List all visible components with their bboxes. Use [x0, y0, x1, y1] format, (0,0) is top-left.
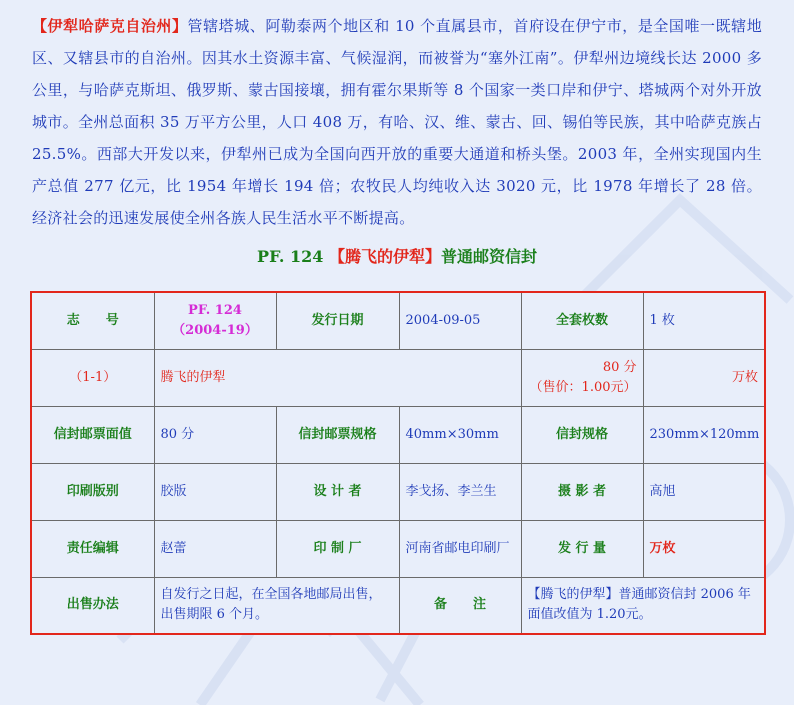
value-note: 【腾飞的伊犁】普通邮资信封 2006 年面值改值为 1.20元。 [521, 577, 765, 634]
value-date: 2004-09-05 [399, 292, 521, 349]
value-env-size: 230mm×120mm [643, 406, 765, 463]
label-designer: 设 计 者 [276, 463, 399, 520]
label-env-size: 信封规格 [521, 406, 643, 463]
intro-paragraph [32, 10, 762, 234]
value-print: 胶版 [154, 463, 276, 520]
label-print: 印刷版别 [31, 463, 154, 520]
value-photo: 高旭 [643, 463, 765, 520]
title-code: PF. 124 [257, 247, 324, 266]
label-stamp-size: 信封邮票规格 [276, 406, 399, 463]
label-photo: 摄 影 者 [521, 463, 643, 520]
price-value: （售价：1.00元） [529, 379, 637, 395]
label-date: 发行日期 [276, 292, 399, 349]
label-factory: 印 制 厂 [276, 520, 399, 577]
value-editor: 赵蕾 [154, 520, 276, 577]
value-designer: 李戈扬、李兰生 [399, 463, 521, 520]
table-row [31, 520, 765, 577]
label-editor: 责任编辑 [31, 520, 154, 577]
value-stamp-size: 40mm×30mm [399, 406, 521, 463]
code-line1: PF. 124 [188, 302, 242, 318]
label-volume: 发 行 量 [521, 520, 643, 577]
value-factory: 河南省邮电印刷厂 [399, 520, 521, 577]
label-sale: 出售办法 [31, 577, 154, 634]
value-sale: 自发行之日起，在全国各地邮局出售，出售期限 6 个月。 [154, 577, 399, 634]
value-face: 80 分 [154, 406, 276, 463]
label-set: 全套枚数 [521, 292, 643, 349]
title-kind: 普通邮资信封 [440, 247, 537, 266]
face-value: 80 分 [602, 359, 637, 375]
table-row [31, 292, 765, 349]
value-volume: 万枚 [643, 520, 765, 577]
table-row [31, 577, 765, 634]
value-index: （1-1） [31, 349, 154, 406]
value-quantity: 万枚 [643, 349, 765, 406]
value-set: 1 枚 [643, 292, 765, 349]
code-line2: （2004-19） [172, 322, 258, 338]
table-row [31, 349, 765, 406]
label-face: 信封邮票面值 [31, 406, 154, 463]
value-face-price [521, 349, 643, 406]
region-name: 【伊犁哈萨克自治州】 [32, 17, 188, 35]
table-row [31, 406, 765, 463]
table-row [31, 463, 765, 520]
intro-text: 管辖塔城、阿勒泰两个地区和 10 个直属县市，首府设在伊宁市，是全国唯一既辖地区、又辖县市的自治州。因其水土资源丰富、气候湿润，而被誉为“塞外江南”。伊犁州边境线长达 2000 多公里，与哈萨克斯坦、俄罗斯、蒙古国接壤，拥有霍尔果斯等 8 个国家一类口岸和伊宁、塔城两个对外开放城市。全州总面积 35 万平方公里，人口 408 万，有哈、汉、维、蒙古、回、锡伯等民族，其中哈萨克族占 25.5%。西部大开发以来，伊犁州已成为全国向西开放的重要大通道和桥头堡。2003 年，全州实现国内生产总值 277 亿元，比 1954 年增长 194 倍；农牧民人均纯收入达 3020 元，比 1978 年增长了 28 倍。经济社会的迅速发展使全州各族人民生活水平不断提高。 [32, 17, 762, 227]
label-code: 志 号 [31, 292, 154, 349]
stamp-info-table [30, 291, 766, 635]
value-code [154, 292, 276, 349]
page-title [0, 244, 794, 267]
value-name: 腾飞的伊犁 [154, 349, 521, 406]
title-name: 【腾飞的伊犁】 [328, 247, 441, 266]
label-note: 备 注 [399, 577, 521, 634]
